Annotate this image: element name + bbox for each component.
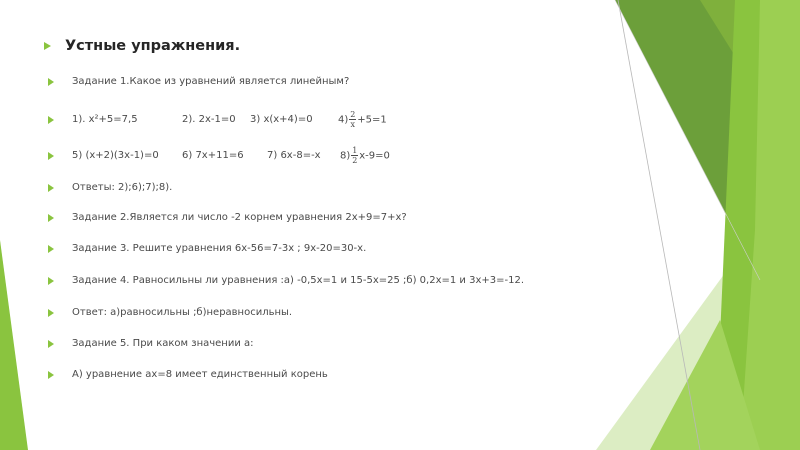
task3 [48, 243, 366, 254]
bullet-icon [48, 309, 54, 317]
task1-answers [48, 182, 172, 193]
task5-part-a-text: А) уравнение ах=8 имеет единственный корень [72, 369, 328, 380]
equation-4 [338, 110, 387, 129]
task5-text: Задание 5. При каком значении а: [72, 338, 254, 349]
task4-answer-text: Ответ: а)равносильны ;б)неравносильны. [72, 307, 293, 318]
equation-7: 7) 6х-8=-х [267, 150, 321, 161]
equation-4-suffix: +5=1 [357, 114, 387, 126]
fraction-numerator: 2 [350, 110, 356, 119]
task4-answer [48, 307, 292, 318]
task1-question-text: Задание 1.Какое из уравнений является линейным? [72, 76, 350, 87]
task3-text: Задание 3. Решите уравнения 6х-56=7-3х ; 9х-20=30-х. [72, 243, 367, 254]
fraction-numerator: 1 [352, 146, 358, 155]
task2-text: Задание 2.Является ли число -2 корнем уравнения 2х+9=7+х? [72, 212, 407, 223]
slide-title: Устные упражнения. [65, 38, 241, 54]
task1-row1 [48, 110, 387, 129]
bullet-icon [48, 277, 54, 285]
bullet-icon [48, 184, 54, 192]
task5 [48, 338, 254, 349]
fraction-1-over-2 [351, 146, 358, 165]
equation-3: 3) х(х+4)=0 [250, 114, 313, 125]
bullet-icon [48, 78, 54, 86]
bullet-icon [48, 371, 54, 379]
title-bullet-icon [44, 42, 51, 50]
task5-part-a [48, 369, 328, 380]
fraction-2-over-x [349, 110, 356, 129]
slide-title-row [44, 38, 240, 54]
equation-8-suffix: х-9=0 [359, 150, 390, 162]
equation-6: 6) 7х+11=6 [182, 150, 244, 161]
bullet-icon [48, 245, 54, 253]
task1-answers-text: Ответы: 2);6);7);8). [72, 182, 173, 193]
task4 [48, 275, 524, 286]
bullet-icon [48, 340, 54, 348]
equation-4-prefix: 4) [338, 114, 349, 126]
equation-2: 2). 2х-1=0 [182, 114, 236, 125]
fraction-denominator: х [350, 120, 356, 129]
equation-8 [340, 146, 390, 165]
equation-1: 1). х²+5=7,5 [72, 114, 138, 125]
deco-left-corner-triangle [0, 240, 28, 450]
bullet-icon [48, 152, 54, 160]
task4-text: Задание 4. Равносильны ли уравнения :а) -0,5х=1 и 15-5х=25 ;б) 0,2х=1 и 3х+3=-12. [72, 275, 524, 286]
equation-5: 5) (х+2)(3х-1)=0 [72, 150, 159, 161]
task1-row2 [48, 146, 390, 165]
bullet-icon [48, 214, 54, 222]
task1-question [48, 76, 349, 87]
fraction-denominator: 2 [352, 156, 358, 165]
equation-8-prefix: 8) [340, 150, 351, 162]
task2 [48, 212, 407, 223]
bullet-icon [48, 116, 54, 124]
